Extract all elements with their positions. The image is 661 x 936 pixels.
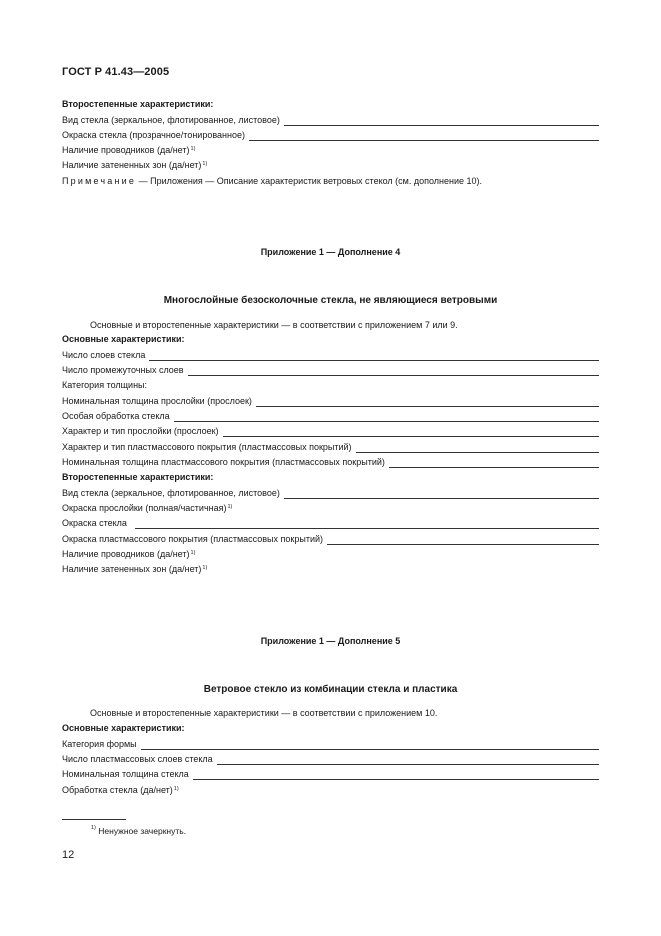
form-field-row: Окраска прослойки (полная/частичная) $^{1)}$ [62,503,233,513]
blank-line [284,489,599,499]
blank-line [217,755,599,765]
appendix-title: Приложение 1 — Дополнение 4 [260,247,401,257]
footnote-mark: 1) [91,825,96,831]
secondary-characteristics-heading: Второстепенные характеристики: [62,99,214,109]
form-field-row: Вид стекла (зеркальное, флотированное, листовое) [62,487,599,499]
form-field-row: Номинальная толщина пластмассового покрытия (пластмассовых покрытий) [62,456,599,468]
form-field-row: Число пластмассовых слоев стекла [62,753,599,765]
footnote-separator [62,819,126,820]
form-field-row: Окраска стекла [62,517,599,529]
blank-line [223,427,599,437]
form-field-row: Наличие затененных зон (да/нет) $^{1)}$ [62,564,208,574]
section-title: Многослойные безосколочные стекла, не являющиеся ветровыми [163,295,498,306]
form-field-row: Обработка стекла (да/нет) $^{1)}$ [62,785,179,795]
blank-line [249,131,599,141]
form-field-row: Категория формы [62,738,599,750]
blank-line [389,458,599,468]
form-field-row: Наличие затененных зон (да/нет) $^{1)}$ [62,160,208,170]
form-field-row: Номинальная толщина стекла [62,768,599,780]
form-field-row: Номинальная толщина прослойки (прослоек) [62,395,599,407]
page-number: 12 [62,849,75,861]
form-field-row: Число промежуточных слоев [62,364,599,376]
form-field-row: Наличие проводников (да/нет) $^{1)}$ [62,145,196,155]
document-code-header: ГОСТ Р 41.43—2005 [62,66,170,78]
blank-line [284,116,599,126]
appendix-title: Приложение 1 — Дополнение 5 [260,636,401,646]
footnote-ref: 1) [173,786,179,792]
intro-text: Основные и второстепенные характеристики — в соответствии с приложением 7 или 9. [90,320,458,330]
blank-line [135,519,599,529]
blank-line [327,535,599,545]
blank-line [193,770,599,780]
footnote-ref: 1) [190,550,196,556]
form-field-row: Число слоев стекла [62,349,599,361]
footnote-ref: 1) [202,161,208,167]
secondary-characteristics-heading: Второстепенные характеристики: [62,472,214,482]
main-characteristics-heading: Основные характеристики: [62,334,185,344]
form-field-row: Характер и тип пластмассового покрытия (пластмассовых покрытий) [62,441,599,453]
blank-line [188,366,599,376]
blank-line [174,412,599,422]
note-text: — Приложения — Описание характеристик ветровых стекол (см. дополнение 10). [138,176,483,186]
main-characteristics-heading: Основные характеристики: [62,723,185,733]
blank-line [256,397,599,407]
footnote-text: Ненужное зачеркнуть. [98,826,187,836]
form-field-row: Характер и тип прослойки (прослоек) [62,425,599,437]
form-field-row: Наличие проводников (да/нет) $^{1)}$ [62,549,196,559]
footnote [90,826,186,836]
footnote-ref: 1) [202,565,208,571]
form-field-row: Особая обработка стекла [62,410,599,422]
blank-line [356,443,599,453]
section-title: Ветровое стекло из комбинации стекла и пластика [203,684,458,695]
form-field-row: Вид стекла (зеркальное, флотированное, листовое) [62,114,599,126]
blank-line [149,351,599,361]
intro-text: Основные и второстепенные характеристики — в соответствии с приложением 10. [90,708,438,718]
form-field-row: Категория толщины: [62,380,148,390]
note-label: Примечание [62,176,137,186]
form-field-row: Окраска стекла (прозрачное/тонированное) [62,129,599,141]
note-row [62,175,599,187]
blank-line [141,740,599,750]
footnote-ref: 1) [190,146,196,152]
form-field-row: Окраска пластмассового покрытия (пластмассовых покрытий) [62,533,599,545]
footnote-ref: 1) [227,504,233,510]
